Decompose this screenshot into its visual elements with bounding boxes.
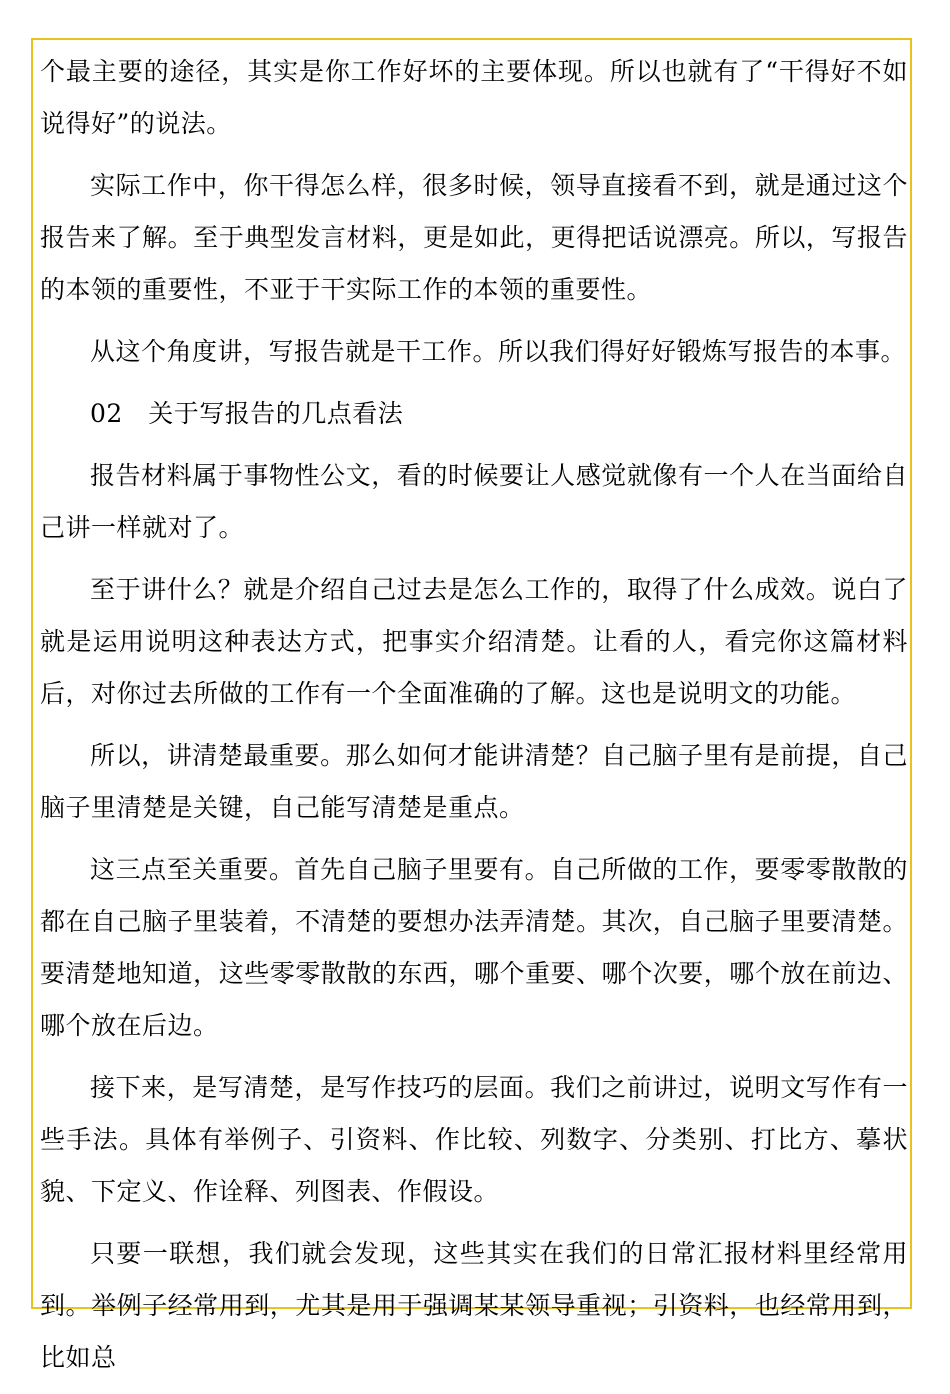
paragraph-2: 实际工作中，你干得怎么样，很多时候，领导直接看不到，就是通过这个报告来了解。至于典型发言材料，更是如此，更得把话说漂亮。所以，写报告的本领的重要性，不亚于干实际工作的本领的重要性。 — [40, 171, 908, 304]
paragraph-3: 从这个角度讲，写报告就是干工作。所以我们得好好锻炼写报告的本事。 — [90, 337, 907, 366]
paragraph-4: 报告材料属于事物性公文，看的时候要让人感觉就像有一个人在当面给自己讲一样就对了。 — [40, 461, 908, 542]
paragraph-8: 接下来，是写清楚，是写作技巧的层面。我们之前讲过，说明文写作有一些手法。具体有举例子、引资料、作比较、列数字、分类别、打比方、摹状貌、下定义、作诠释、列图表、作假设。 — [40, 1073, 908, 1206]
section-heading: 02 关于写报告的几点看法 — [90, 399, 404, 428]
paragraph-1: 个最主要的途径，其实是你工作好坏的主要体现。所以也就有了“干得好不如说得好”的说法。 — [40, 57, 908, 138]
document-body — [40, 46, 908, 1394]
paragraph-7: 这三点至关重要。首先自己脑子里要有。自己所做的工作，要零零散散的都在自己脑子里装着，不清楚的要想办法弄清楚。其次，自己脑子里要清楚。要清楚地知道，这些零零散散的东西，哪个重要、哪个次要，哪个放在前边、哪个放在后边。 — [40, 855, 908, 1040]
paragraph-5: 至于讲什么？就是介绍自己过去是怎么工作的，取得了什么成效。说白了就是运用说明这种表达方式，把事实介绍清楚。让看的人，看完你这篇材料后，对你过去所做的工作有一个全面准确的了解。这也是说明文的功能。 — [40, 575, 908, 708]
paragraph-6: 所以，讲清楚最重要。那么如何才能讲清楚？自己脑子里有是前提，自己脑子里清楚是关键，自己能写清楚是重点。 — [40, 741, 908, 822]
paragraph-9: 只要一联想，我们就会发现，这些其实在我们的日常汇报材料里经常用到。举例子经常用到，尤其是用于强调某某领导重视；引资料，也经常用到，比如总 — [40, 1239, 908, 1372]
